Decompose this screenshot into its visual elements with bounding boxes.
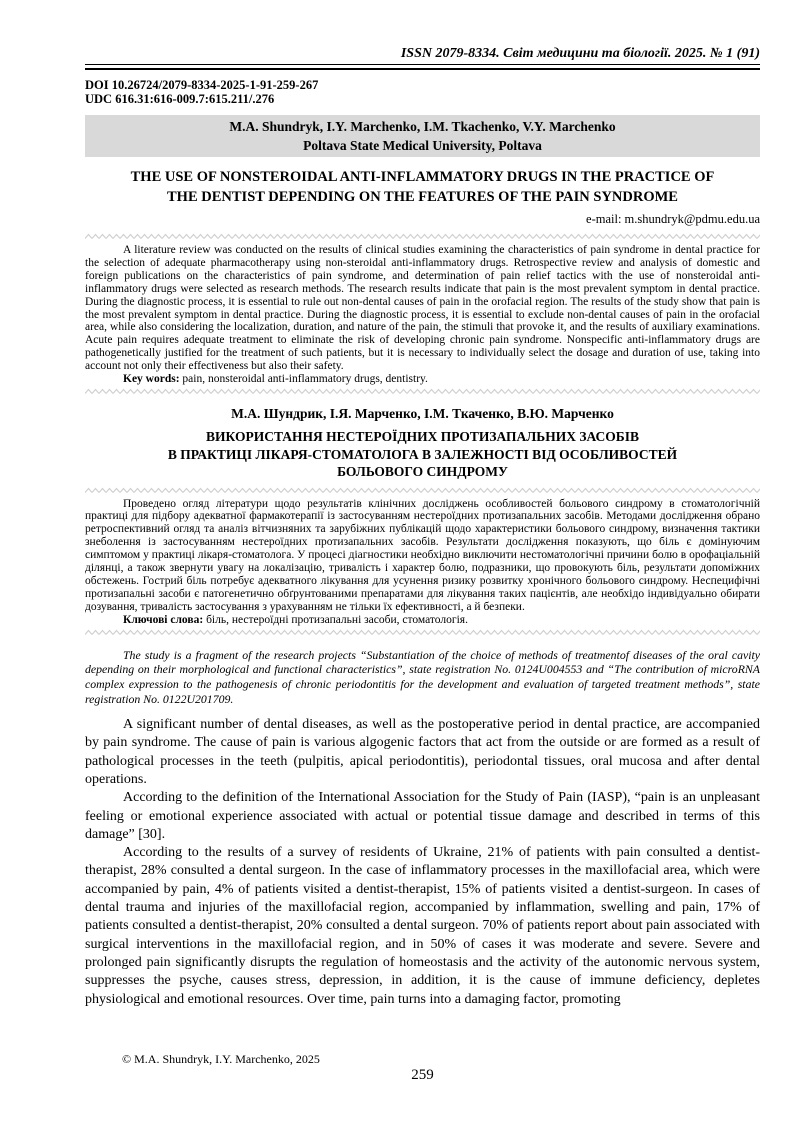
zigzag-divider (85, 629, 760, 636)
article-title-en-line2: THE DENTIST DEPENDING ON THE FEATURES OF THE PAIN SYNDROME (167, 189, 678, 205)
page-number: 259 (411, 1067, 434, 1083)
article-title-ua (85, 428, 760, 481)
copyright-line: © M.A. Shundryk, I.Y. Marchenko, 2025 (122, 1052, 320, 1066)
journal-issn-header: ISSN 2079-8334. Світ медицини та біології. 2025. № 1 (91) (400, 46, 760, 61)
zigzag-divider (85, 233, 760, 240)
keywords-ua-text: біль, нестероїдні протизапальні засоби, стоматологія. (203, 613, 468, 626)
page-footer (85, 1052, 760, 1084)
author-email: e-mail: m.shundryk@pdmu.edu.ua (586, 212, 760, 226)
article-title-ua-line2: В ПРАКТИЦІ ЛІКАРЯ-СТОМАТОЛОГА В ЗАЛЕЖНОСТІ ВІД ОСОБЛИВОСТЕЙ (167, 446, 678, 462)
header-double-rule (85, 64, 760, 70)
body-paragraph: A significant number of dental diseases, as well as the postoperative period in dental practice, are accompanied by pain syndrome. The cause of pain is various algogenic factors that act from the outside or are formed as a result of pathological processes in the teeth (pulpitis, apical periodontitis), periodontal tissues, oral mucosa and after dental operations. (85, 717, 760, 787)
research-project-note: The study is a fragment of the research projects “Substantiation of the choice of methods of treatmentof diseases of the oral cavity depending on their morphological and functional characteristics”, state registration No. 0124U004553 and “The contribution of microRNA complex expression to the pathogenesis of chronic periodontitis for the development and evaluation of targeted treatment methods”, state registration No. 0122U201709. (85, 647, 760, 706)
article-title-ua-line3: БОЛЬОВОГО СИНДРОМУ (337, 464, 508, 480)
body-paragraph: According to the results of a survey of residents of Ukraine, 21% of patients with pain consulted a dentist-therapist, 28% consulted a dental surgeon. In the case of inflammatory processes in the maxillofacial area, which were accompanied by pain, 4% of patients visited a dentist-therapist, 15% of patients visited a dentist-surgeon. In cases of dental trauma and injuries of the maxillofacial region, accompanied by inflammation, swelling and pain, 17% of patients consulted a dentist-therapist, 20% consulted a dental surgeon. 70% of patients report about pain associated with surgical interventions in the maxillofacial region, and in 50% of cases it was moderate and severe. Severe and prolonged pain significantly disrupts the regulation of homeostasis and the activity of the autonomic nervous system, suppresses the psyche, causes stress, depression, in addition, it is the cause of immune deficiency, depletes physiological and emotional resources. Over time, pain turns into a damaging factor, promoting (85, 845, 760, 1007)
article-title-en-line1: THE USE OF NONSTEROIDAL ANTI-INFLAMMATORY DRUGS IN THE PRACTICE OF (130, 169, 715, 185)
authors-en: M.A. Shundryk, I.Y. Marchenko, I.M. Tkachenko, V.Y. Marchenko (229, 119, 616, 134)
abstract-en: A literature review was conducted on the results of clinical studies examining the characteristics of pain syndrome in dental practice for the selection of adequate pharmacotherapy using non-steroidal anti-inflammatory drugs. Retrospective review and analysis of domestic and foreign publications on the characteristics of pain syndrome, and determination of pain relief tactics with the use of nonsteroidal anti-inflammatory drugs were selected as research methods. The research results indicate that pain is the most prevalent symptom in dental practice. During the diagnostic process, it is essential to rule out non-dental causes of pain in the orofacial region. The results of the study show that pain is the most prevalent symptom in dental practice. During the diagnostic process, it is essential to exclude non-dental causes of pain in the orofacial area, while also considering the localization, duration, and nature of the pain, the stimuli that provoke it, and the results of auxiliary examinations. Acute pain requires adequate treatment to eliminate the risk of developing chronic pain syndrome. Nonspecific anti-inflammatory drugs are pathogenetically justified for the treatment of such patients, but it is necessary to individually select the dosage and duration of use, taking into account not only their effectiveness but also their safety. (85, 244, 760, 373)
keywords-en-text: pain, nonsteroidal anti-inflammatory drugs, dentistry. (179, 373, 428, 386)
authors-ua: М.А. Шундрик, І.Я. Марченко, І.М. Ткаченко, В.Ю. Марченко (231, 406, 614, 422)
keywords-en (85, 373, 760, 386)
abstract-ua: Проведено огляд літератури щодо результатів клінічних досліджень особливостей больового синдрому в стоматологічній практиці для підбору адекватної фармакотерапії із застосуванням нестероїдних протизапальних засобів. Методами дослідження обрано ретроспективний огляд та аналіз вітчизняних та зарубіжних публікацій щодо характеристики больового синдрому, визначення тактики знеболення із застосуванням нестероїдних протизапальних засобів. Результати дослідження показують, що біль є домінуючим симптомом у практиці лікаря-стоматолога. У процесі діагностики необхідно виключити нестоматологічні причини болю в орофаціальній ділянці, а також звернути увагу на локалізацію, тривалість і характер болю, подразники, що провокують біль, результати допоміжних обстежень. Гострий біль потребує адекватного лікування для усунення ризику розвитку хронічного больового синдрому. Неспецифічні протизапальні засоби є патогенетично обґрунтованими препаратами для лікування таких пацієнтів, але необхідо індивідуально обирати дозування, тривалість застосування з урахуванням не тільки їх ефективності, а й безпеки. (85, 497, 760, 613)
authors-block (85, 115, 760, 157)
zigzag-divider (85, 487, 760, 494)
keywords-ua-label: Ключові слова: (123, 613, 204, 626)
doi-line: DOI 10.26724/2079-8334-2025-1-91-259-267 (85, 78, 319, 92)
article-title-en (85, 167, 760, 207)
affiliation-en: Poltava State Medical University, Poltava (303, 138, 542, 153)
keywords-en-label: Key words: (123, 373, 180, 386)
udc-line: UDC 616.31:616-009.7:615.211/.276 (85, 92, 275, 106)
zigzag-divider (85, 388, 760, 395)
body-paragraph: According to the definition of the International Association for the Study of Pain (IASP), “pain is an unpleasant feeling or emotional experience associated with actual or potential tissue damage and described in terms of this damage” [30]. (85, 790, 760, 842)
article-title-ua-line1: ВИКОРИСТАННЯ НЕСТЕРОЇДНИХ ПРОТИЗАПАЛЬНИХ ЗАСОБІВ (206, 429, 639, 445)
keywords-ua (85, 614, 760, 627)
